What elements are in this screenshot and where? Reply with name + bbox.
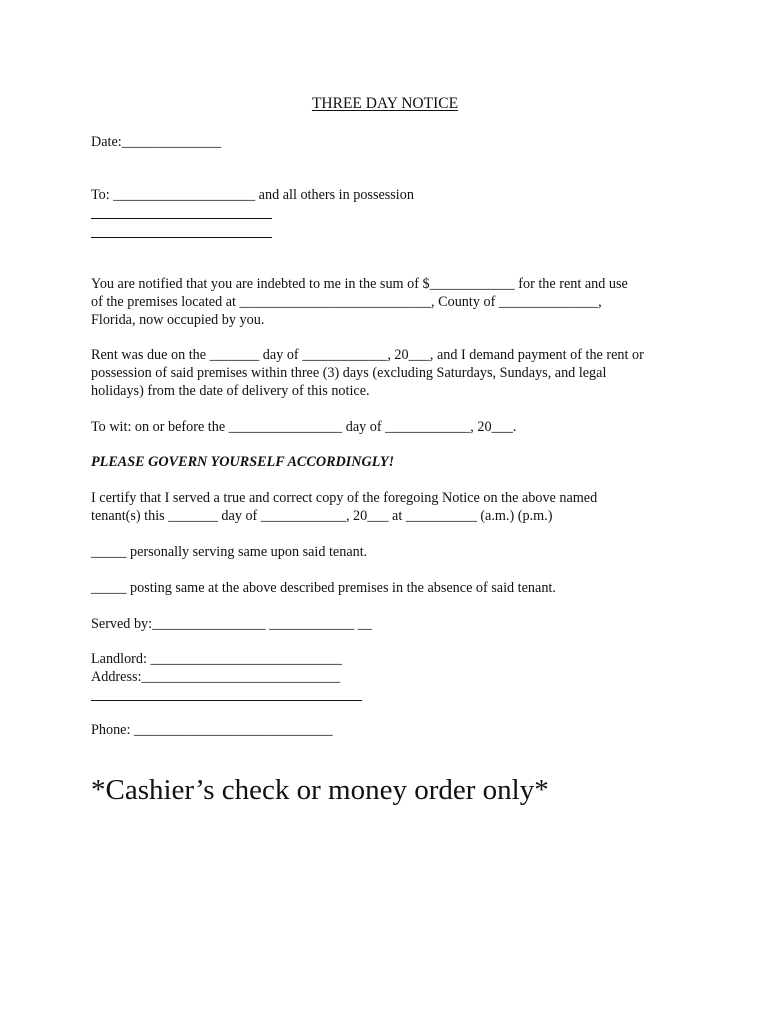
option-posting-line: _____ posting same at the above described premises in the absence of said tenant. [91, 580, 556, 596]
document-title: THREE DAY NOTICE [311, 95, 459, 112]
address-continuation-rule [91, 700, 362, 701]
para2-line-3: holidays) from the date of delivery of this notice. [91, 383, 370, 399]
option-personal-line: _____ personally serving same upon said tenant. [91, 544, 368, 560]
landlord-line: Landlord: ___________________________ [91, 651, 343, 667]
para1-line-2: of the premises located at ___________________________, County of ______________, [91, 294, 602, 310]
phone-line: Phone: ____________________________ [91, 722, 333, 738]
para2-line-1: Rent was due on the _______ day of ____________, 20___, and I demand payment of the rent or [91, 347, 644, 363]
para1-line-1: You are notified that you are indebted to me in the sum of $____________ for the rent and use [91, 276, 628, 292]
to-line: To: ____________________ and all others in possession [91, 187, 414, 203]
address-line: Address:____________________________ [91, 669, 341, 685]
served-by-line: Served by:________________ ____________ __ [91, 616, 372, 632]
to-address-rule-2 [91, 237, 272, 238]
date-line: Date:______________ [91, 134, 222, 150]
govern-line: PLEASE GOVERN YOURSELF ACCORDINGLY! [91, 454, 395, 470]
para2-line-2: possession of said premises within three (3) days (excluding Saturdays, Sundays, and legal [91, 365, 607, 381]
payment-note: *Cashier’s check or money order only* [91, 774, 549, 806]
to-wit-line: To wit: on or before the ________________ day of ____________, 20___. [91, 419, 517, 435]
to-address-rule-1 [91, 218, 272, 219]
para1-line-3: Florida, now occupied by you. [91, 312, 265, 328]
certify-line-2: tenant(s) this _______ day of ____________, 20___ at __________ (a.m.) (p.m.) [91, 508, 553, 524]
certify-line-1: I certify that I served a true and correct copy of the foregoing Notice on the above named [91, 490, 598, 506]
